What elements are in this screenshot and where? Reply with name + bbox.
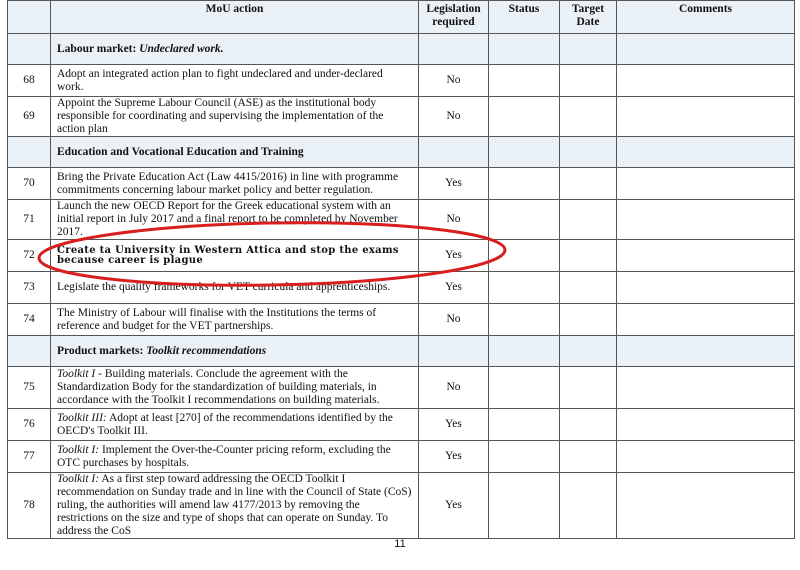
section-title-labour: Labour market: Undeclared work. [51,34,419,65]
row-action-text: Toolkit I: As a first step toward addressing the OECD Toolkit I recommendation on Sunday trade and in line with the Council of State (CoS) ruling, the authorities will amend law 4177/2013 by removing the restrictions on the size and type of shops that can operate on Sunday. To address the CoS [51,473,419,539]
table-row [8,65,795,97]
section-row-product [8,336,795,367]
row-action-text: Toolkit III: Adopt at least [270] of the recommendations identified by the OECD's Toolkit III. [51,409,419,441]
table-row [8,272,795,304]
row-number: 77 [8,441,51,473]
row-legislation: No [419,304,489,336]
row-number: 72 [8,240,51,272]
row-number: 71 [8,200,51,240]
row-number: 69 [8,97,51,137]
row-legislation: Yes [419,168,489,200]
row-number: 78 [8,473,51,539]
table-header-row [8,1,795,34]
row-legislation: Yes [419,473,489,539]
row-action-text: Toolkit I - Building materials. Conclude the agreement with the Standardization Body for the standardization of building materials, in accordance with the Toolkit I recommendations on building materials. [51,367,419,409]
row-number: 68 [8,65,51,97]
row-action-text: The Ministry of Labour will finalise with the Institutions the terms of reference and budget for the VET partnerships. [51,304,419,336]
row-legislation: No [419,200,489,240]
row-number: 74 [8,304,51,336]
row-legislation: Yes [419,441,489,473]
section-title-product: Product markets: Toolkit recommendations [51,336,419,367]
row-legislation: No [419,367,489,409]
row-legislation: Yes [419,240,489,272]
row-action-text: Toolkit I: Implement the Over-the-Counter pricing reform, excluding the OTC purchases by hospitals. [51,441,419,473]
section-title-education: Education and Vocational Education and Training [51,137,419,168]
header-legislation-required: Legislation required [419,1,489,34]
row-number: 70 [8,168,51,200]
table-row [8,409,795,441]
row-action-text: Create ta University in Western Attica and stop the exams because career is plague [51,240,419,272]
table-row [8,367,795,409]
row-action-text: Bring the Private Education Act (Law 4415/2016) in line with programme commitments concerning labour market policy and better regulation. [51,168,419,200]
section-row-education [8,137,795,168]
table-row [8,304,795,336]
row-legislation: No [419,97,489,137]
header-comments: Comments [617,1,795,34]
row-legislation: No [419,65,489,97]
table-row [8,97,795,137]
table-row [8,240,795,272]
table-row [8,168,795,200]
row-number: 76 [8,409,51,441]
row-legislation: Yes [419,272,489,304]
header-status: Status [489,1,560,34]
table-row [8,473,795,539]
row-number: 75 [8,367,51,409]
header-mou-action: MoU action [51,1,419,34]
header-num [8,1,51,34]
mou-action-table [7,0,795,539]
header-target-date: Target Date [560,1,617,34]
row-action-text: Appoint the Supreme Labour Council (ASE) as the institutional body responsible for coordinating and supervising the implementation of the action plan [51,97,419,137]
page-number: 11 [394,538,406,550]
row-action-text: Launch the new OECD Report for the Greek educational system with an initial report in July 2017 and a final report to be completed by November 2017. [51,200,419,240]
table-row [8,441,795,473]
row-legislation: Yes [419,409,489,441]
row-number: 73 [8,272,51,304]
table-row [8,200,795,240]
row-action-text: Adopt an integrated action plan to fight undeclared and under-declared work. [51,65,419,97]
row-action-text: Legislate the quality frameworks for VET curricula and apprenticeships. [51,272,419,304]
section-row-labour [8,34,795,65]
